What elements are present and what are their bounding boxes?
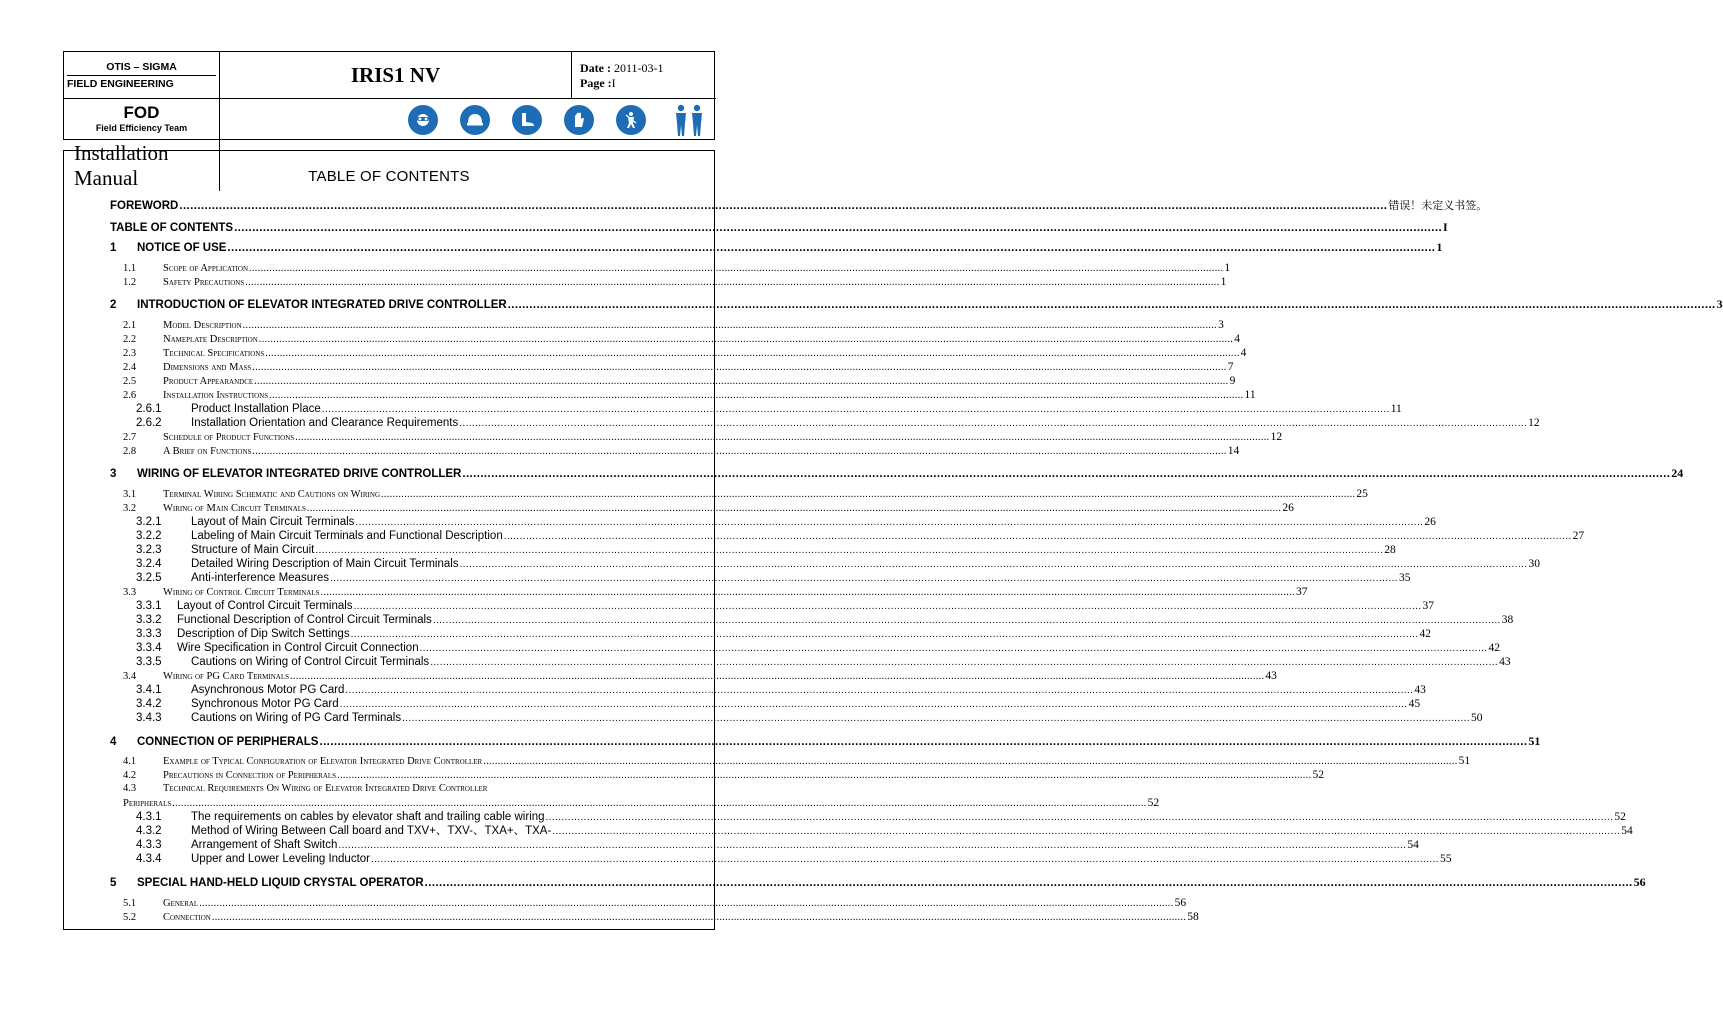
toc-leader-dots [199, 899, 1173, 909]
toc-entry[interactable] [136, 684, 1426, 697]
company-cell [64, 52, 220, 99]
toc-entry-number: 2.2 [123, 334, 137, 345]
toc-entry-label: Functional Description of Control Circuit Terminals [177, 614, 432, 626]
toc-entry[interactable] [136, 698, 1421, 711]
toc-entry-number: 3.4.1 [136, 684, 162, 696]
toc-entry-number: 2.3 [123, 348, 137, 359]
toc-entry-label: Example of Typical Configuration of Elevator Integrated Drive Controller [163, 756, 483, 767]
toc-leader-dots [319, 737, 1527, 749]
toc-entry-number: 4.1 [123, 756, 137, 767]
toc-entry-number: 3.3.2 [136, 614, 162, 626]
toc-entry[interactable] [123, 769, 1324, 782]
toc-entry-number: 3.2 [123, 503, 137, 514]
toc-entry[interactable] [123, 911, 1199, 924]
toc-entry[interactable] [136, 417, 1540, 430]
toc-entry-page: 26 [1282, 502, 1294, 514]
toc-entry[interactable] [136, 544, 1396, 557]
toc-entry[interactable] [136, 825, 1633, 838]
toc-entry[interactable] [123, 361, 1234, 374]
toc-entry-label: TABLE OF CONTENTS [110, 222, 234, 234]
toc-entry[interactable] [136, 811, 1626, 824]
toc-entry-number: 4 [110, 736, 117, 748]
toc-leader-dots [227, 243, 1435, 255]
toc-entry-label: Product Installation Place [191, 403, 321, 415]
toc-leader-dots [508, 300, 1716, 312]
toc-entry-number: 4.2 [123, 770, 137, 781]
toc-entry-page: 56 [1174, 897, 1187, 909]
toc-entry-page: 52 [1312, 769, 1324, 781]
toc-entry-label: FOREWORD [110, 200, 179, 212]
toc-entry-page: 11 [1390, 403, 1402, 415]
people-icon [668, 103, 710, 137]
toc-entry-label: Cautions on Wiring of PG Card Terminals [191, 712, 402, 724]
toc-entry-number: 4.3.2 [136, 825, 162, 837]
toc-entry-page: 14 [1227, 445, 1240, 457]
toc-entry-page: 12 [1270, 431, 1283, 443]
toc-entry-number: 2.6.2 [136, 417, 162, 429]
company-name: OTIS – SIGMA [106, 61, 177, 73]
toc-entry[interactable] [110, 466, 1684, 481]
toc-entry[interactable] [136, 600, 1434, 613]
toc-entry-page: 24 [1671, 466, 1684, 480]
toc-entry[interactable] [123, 502, 1294, 515]
toc-entry-number: 4.3.1 [136, 811, 162, 823]
toc-entry-label: Installation Instructions [163, 390, 269, 401]
toc-entry-label: Safety Precautions [163, 277, 245, 288]
toc-entry-label: Precautions in Connection of Peripherals [163, 770, 337, 781]
toc-entry-page: 35 [1398, 572, 1411, 584]
toc-entry-number: 3.2.5 [136, 572, 162, 584]
toc-entry-number: 2.7 [123, 432, 137, 443]
toc-leader-dots [179, 201, 1387, 213]
toc-entry-page: 1 [1224, 262, 1231, 274]
toc-leader-dots [546, 813, 1614, 823]
toc-entry-label: Arrangement of Shaft Switch [191, 839, 338, 851]
toc-entry-page: 43 [1265, 670, 1277, 682]
toc-leader-dots [460, 560, 1528, 570]
toc-leader-dots [295, 433, 1269, 443]
toc-entry-label: Layout of Main Circuit Terminals [191, 516, 355, 528]
toc-entry[interactable] [123, 797, 1160, 810]
date-label: Date : [580, 61, 611, 75]
toc-leader-dots [381, 490, 1355, 500]
toc-entry-number: 3 [110, 468, 117, 480]
gloves-icon [564, 105, 594, 135]
toc-entry-label: WIRING OF ELEVATOR INTEGRATED DRIVE CONTROLLER [137, 468, 462, 480]
toc-entry-number: 4.3.4 [136, 853, 162, 865]
toc-entry-label: Anti-interference Measures [191, 572, 330, 584]
toc-leader-dots [307, 504, 1281, 514]
toc-entry-label: Technical Specifications [163, 348, 265, 359]
toc-leader-dots [371, 855, 1439, 865]
toc-entry[interactable] [123, 262, 1231, 275]
toc-leader-dots [355, 518, 1423, 528]
toc-entry-page: 38 [1501, 614, 1514, 626]
toc-leader-dots [252, 447, 1226, 457]
toc-entry-number: 2.5 [123, 376, 137, 387]
toc-entry[interactable] [136, 628, 1431, 641]
toc-entry-number: 3.2.2 [136, 530, 162, 542]
toc-leader-dots [354, 602, 1422, 612]
toc-entry-label: Peripherals [123, 798, 172, 809]
toc-entry-page: 12 [1528, 417, 1540, 429]
toc-entry-page: 51 [1458, 755, 1471, 767]
toc-entry[interactable] [136, 614, 1514, 627]
toc-entry-label: Technical Requirements On Wiring of Elevator Integrated Drive Controller [163, 783, 488, 794]
toc-entry-page: 52 [1614, 811, 1626, 823]
toc-entry[interactable] [123, 375, 1236, 388]
goggles-icon [408, 105, 438, 135]
toc-entry-label: SPECIAL HAND-HELD LIQUID CRYSTAL OPERATOR [137, 877, 424, 889]
toc-entry-page: 7 [1227, 361, 1234, 373]
toc-entry-number: 2.8 [123, 446, 137, 457]
toc-leader-dots [462, 469, 1670, 481]
toc-entry-label: The requirements on cables by elevator shaft and trailing cable wiring [191, 811, 545, 823]
harness-icon [616, 105, 646, 135]
toc-entry-number: 3.2.4 [136, 558, 162, 570]
toc-entry[interactable] [123, 784, 657, 795]
toc-entry-number: 4.3.3 [136, 839, 162, 851]
toc-entry-page: 4 [1234, 333, 1240, 345]
toc-entry-page: 28 [1384, 544, 1396, 556]
toc-leader-dots [249, 264, 1223, 274]
page-value: I [611, 76, 616, 90]
toc-entry-label: Product Appearandce [163, 376, 254, 387]
toc-entry[interactable] [123, 586, 1308, 599]
toc-entry-number: 2 [110, 299, 117, 311]
toc-leader-dots [425, 878, 1633, 890]
date-value: 2011-03-1 [613, 61, 664, 75]
toc-leader-dots [420, 644, 1488, 654]
hard-hat-icon [460, 105, 490, 135]
toc-entry-label: Installation Orientation and Clearance Requirements [191, 417, 459, 429]
toc-entry-number: 3.3.3 [136, 628, 162, 640]
toc-entry-number: 4.3 [123, 783, 137, 794]
toc-entry[interactable] [110, 199, 1488, 213]
toc-entry-number: 1 [110, 242, 117, 254]
toc-entry[interactable] [123, 431, 1283, 444]
toc-leader-dots [459, 419, 1527, 429]
toc-leader-dots [212, 913, 1186, 923]
safety-icons [402, 99, 716, 141]
toc-entry-number: 2.6.1 [136, 403, 162, 415]
toc-entry-number: 3.1 [123, 489, 137, 500]
toc-entry[interactable] [123, 488, 1368, 501]
fod-logo-text: FOD [123, 103, 160, 122]
document-title: IRIS1 NV [220, 52, 572, 99]
toc-entry[interactable] [136, 839, 1419, 852]
toc-entry-number: 3.3.5 [136, 656, 162, 668]
date-page-cell [572, 52, 716, 99]
toc-entry-page: 25 [1356, 488, 1368, 500]
toc-entry[interactable] [136, 530, 1585, 543]
page-label: Page : [580, 76, 612, 90]
toc-entry-page: 55 [1439, 853, 1452, 865]
toc-leader-dots [243, 321, 1217, 331]
toc-entry-number: 3.2.1 [136, 516, 162, 528]
toc-leader-dots [269, 391, 1243, 401]
toc-entry[interactable] [136, 516, 1436, 529]
toc-leader-dots [172, 799, 1146, 809]
toc-entry-number: 1.1 [123, 263, 137, 274]
toc-entry-label: Structure of Main Circuit [191, 544, 315, 556]
toc-entry-page: 1 [1436, 240, 1443, 254]
toc-entry-label: NOTICE OF USE [137, 242, 227, 254]
toc-leader-dots [322, 405, 1390, 415]
toc-entry-label: Description of Dip Switch Settings [177, 628, 350, 640]
toc-entry[interactable] [136, 403, 1402, 416]
toc-leader-dots [430, 658, 1498, 668]
toc-entry-label: Scope of Application [163, 263, 248, 274]
toc-entry[interactable] [123, 897, 1187, 910]
toc-leader-dots [321, 588, 1295, 598]
toc-entry-number: 3.4.2 [136, 698, 162, 710]
toc-entry[interactable] [136, 558, 1540, 571]
toc-entry-label: A Brief on Functions [163, 446, 252, 457]
toc-leader-dots [504, 532, 1572, 542]
toc-leader-dots [483, 757, 1457, 767]
toc-entry-page: 56 [1633, 875, 1646, 889]
toc-entry-label: Wire Specification in Control Circuit Connection [177, 642, 419, 654]
toc-entry-page: I [1443, 220, 1448, 234]
toc-entry[interactable] [136, 656, 1511, 669]
toc-entry[interactable] [110, 297, 1723, 312]
toc-leader-dots [351, 630, 1419, 640]
toc-entry[interactable] [136, 712, 1483, 725]
toc-leader-dots [254, 377, 1228, 387]
toc-entry-number: 3.3.4 [136, 642, 162, 654]
toc-entry-label: Upper and Lower Leveling Inductor [191, 853, 371, 865]
toc-entry-page: 45 [1408, 698, 1421, 710]
toc-entry-number: 5.2 [123, 912, 137, 923]
toc-entry[interactable] [136, 642, 1501, 655]
toc-entry-label: Model Description [163, 320, 242, 331]
toc-entry-page: 42 [1419, 628, 1431, 640]
toc-entry[interactable] [123, 347, 1247, 360]
toc-entry-page: 37 [1295, 586, 1308, 598]
toc-entry-label: Terminal Wiring Schematic and Cautions on Wiring [163, 489, 380, 500]
toc-entry-page: 9 [1229, 375, 1236, 387]
fod-cell [64, 99, 220, 141]
toc-leader-dots [433, 616, 1501, 626]
toc-leader-dots [345, 686, 1413, 696]
toc-leader-dots [252, 363, 1226, 373]
toc-entry-page: 43 [1499, 656, 1511, 668]
toc-entry[interactable] [123, 670, 1277, 683]
toc-entry-number: 1.2 [123, 277, 137, 288]
toc-entry-label: Cautions on Wiring of Control Circuit Terminals [191, 656, 430, 668]
department-name: FIELD ENGINEERING [67, 78, 174, 90]
toc-entry-label: Detailed Wiring Description of Main Circuit Terminals [191, 558, 459, 570]
toc-entry-page: 58 [1187, 911, 1199, 923]
toc-entry-number: 3.3.1 [136, 600, 162, 612]
toc-leader-dots [315, 546, 1383, 556]
toc-leader-dots [337, 771, 1311, 781]
toc-entry-label: Labeling of Main Circuit Terminals and Functional Description [191, 530, 503, 542]
toc-entry-number: 3.2.3 [136, 544, 162, 556]
toc-entry-label: Dimensions and Mass [163, 362, 252, 373]
toc-entry-label: Connection [163, 912, 211, 923]
toc-entry-page: 42 [1488, 642, 1501, 654]
toc-entry[interactable] [123, 389, 1256, 402]
toc-leader-dots [402, 714, 1470, 724]
toc-entry-label: Synchronous Motor PG Card [191, 698, 339, 710]
toc-entry-page: 1 [1220, 276, 1227, 288]
toc-entry-page: 54 [1621, 825, 1633, 837]
toc-leader-dots [245, 278, 1219, 288]
toc-leader-dots [552, 827, 1620, 837]
toc-entry-page: 50 [1471, 712, 1483, 724]
toc-heading: TABLE OF CONTENTS [308, 168, 470, 185]
toc-entry-label: General [163, 898, 199, 909]
toc-leader-dots [290, 672, 1264, 682]
toc-entry[interactable] [110, 734, 1541, 749]
toc-entry-label: Asynchronous Motor PG Card [191, 684, 345, 696]
toc-entry-label: Wiring of Control Circuit Terminals [163, 587, 320, 598]
toc-entry-number: 5.1 [123, 898, 137, 909]
toc-entry-page: 4 [1240, 347, 1247, 359]
toc-leader-dots [338, 841, 1406, 851]
toc-entry-page: 43 [1414, 684, 1426, 696]
toc-entry-label: Layout of Control Circuit Terminals [177, 600, 353, 612]
toc-entry-number: 3.3 [123, 587, 137, 598]
toc-entry-page: 52 [1147, 797, 1160, 809]
toc-entry-page: 3 [1716, 297, 1723, 311]
toc-entry-label: Wiring of Main Circuit Terminals [163, 503, 306, 514]
toc-entry-number: 3.4 [123, 671, 137, 682]
toc-entry-label: INTRODUCTION OF ELEVATOR INTEGRATED DRIVE CONTROLLER [137, 299, 507, 311]
toc-entry[interactable] [123, 276, 1227, 289]
toc-entry-page: 30 [1528, 558, 1540, 570]
toc-entry-page: 11 [1244, 389, 1256, 401]
toc-entry-page: 54 [1407, 839, 1419, 851]
toc-leader-dots [259, 335, 1233, 345]
toc-leader-dots [340, 700, 1408, 710]
toc-entry[interactable] [110, 240, 1443, 255]
toc-entry-page: 27 [1572, 530, 1585, 542]
toc-entry-label: Nameplate Description [163, 334, 258, 345]
toc-leader-dots [265, 349, 1239, 359]
fod-subtitle: Field Efficiency Team [95, 123, 188, 133]
toc-entry-number: 5 [110, 877, 117, 889]
toc-entry-page: 37 [1422, 600, 1434, 612]
document-type: Installation Manual [64, 141, 220, 191]
toc-entry[interactable] [136, 572, 1411, 585]
toc-entry[interactable] [136, 853, 1452, 866]
toc-entry-page: 51 [1528, 734, 1541, 748]
toc-entry-label: Wiring of PG Card Terminals [163, 671, 290, 682]
toc-entry-label: Schedule of Product Functions [163, 432, 295, 443]
toc-entry[interactable] [123, 319, 1224, 332]
toc-leader-dots [330, 574, 1398, 584]
toc-entry-number: 2.4 [123, 362, 137, 373]
toc-leader-dots [234, 223, 1442, 235]
toc-entry[interactable] [123, 445, 1240, 458]
toc-entry-label: Method of Wiring Between Call board and TXV+、TXV-、TXA+、TXA- [191, 825, 552, 837]
toc-entry-number: 3.4.3 [136, 712, 162, 724]
toc-entry-page: 错误！未定义书签。 [1388, 199, 1488, 212]
toc-entry-label: CONNECTION OF PERIPHERALS [137, 736, 319, 748]
toc-entry[interactable] [110, 875, 1646, 890]
toc-entry-page: 3 [1218, 319, 1224, 331]
toc-entry-number: 2.1 [123, 320, 137, 331]
toc-entry-page: 26 [1424, 516, 1436, 528]
toc-entry[interactable] [123, 333, 1240, 346]
toc-entry[interactable] [110, 220, 1448, 235]
toc-entry[interactable] [123, 755, 1471, 768]
safety-boots-icon [512, 105, 542, 135]
toc-entry-number: 2.6 [123, 390, 137, 401]
company-divider [67, 75, 216, 76]
